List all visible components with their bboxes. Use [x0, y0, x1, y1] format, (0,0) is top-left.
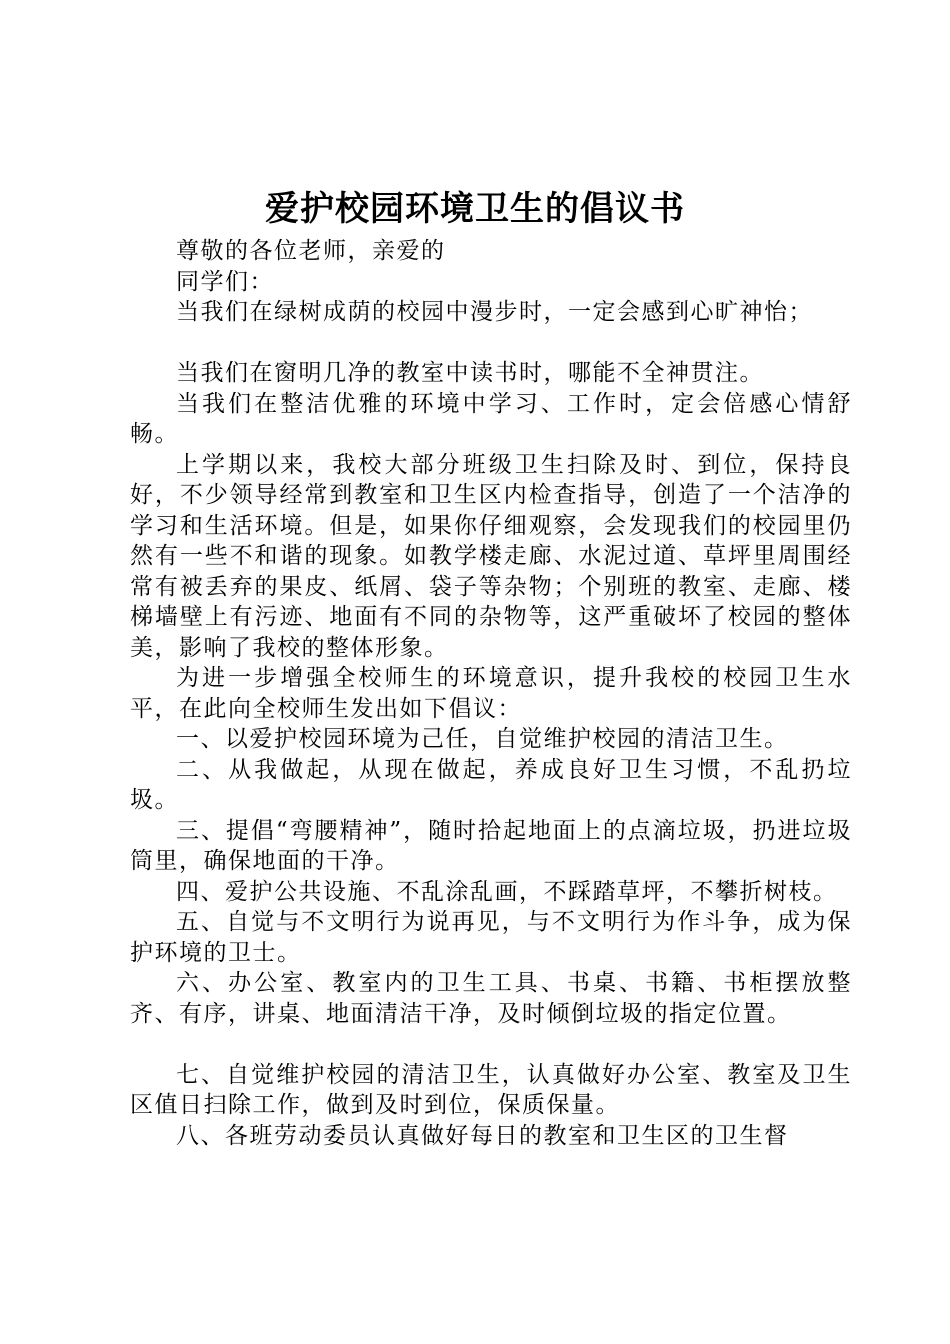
paragraph-3: 当我们在整洁优雅的环境中学习、工作时，定会倍感心情舒畅。 — [130, 390, 852, 447]
proposal-item-4: 四、爱护公共设施、不乱涂乱画，不踩踏草坪，不攀折树枝。 — [176, 878, 838, 905]
salutation-line-1: 尊敬的各位老师，亲爱的 — [176, 238, 446, 264]
salutation-line-2: 同学们： — [176, 268, 274, 295]
document-body — [130, 236, 852, 1151]
paragraph-1: 当我们在绿树成荫的校园中漫步时，一定会感到心旷神怡； — [176, 299, 813, 325]
paragraph-5: 为进一步增强全校师生的环境意识，提升我校的校园卫生水平，在此向全校师生发出如下倡议： — [130, 665, 852, 722]
paragraph-2: 当我们在窗明几净的教室中读书时，哪能不全神贯注。 — [176, 360, 764, 386]
proposal-item-6: 六、办公室、教室内的卫生工具、书桌、书籍、书柜摆放整齐、有序，讲桌、地面清洁干净，及时倾倒垃圾的指定位置。 — [130, 970, 852, 1027]
proposal-item-3: 三、提倡“弯腰精神”，随时拾起地面上的点滴垃圾，扔进垃圾筒里，确保地面的干净。 — [130, 817, 852, 874]
proposal-item-7: 七、自觉维护校园的清洁卫生，认真做好办公室、教室及卫生区值日扫除工作，做到及时到位，保质保量。 — [130, 1061, 852, 1118]
paragraph-4: 上学期以来，我校大部分班级卫生扫除及时、到位，保持良好，不少领导经常到教室和卫生区内检查指导，创造了一个洁净的学习和生活环境。但是，如果你仔细观察，会发现我们的校园里仍然有一些不和谐的现象。如教学楼走廊、水泥过道、草坪里周围经常有被丢弃的果皮、纸屑、袋子等杂物；个别班的教室、走廊、楼梯墙壁上有污迹、地面有不同的杂物等，这严重破坏了校园的整体美，影响了我校的整体形象。 — [130, 451, 852, 661]
proposal-item-8: 八、各班劳动委员认真做好每日的教室和卫生区的卫生督 — [176, 1122, 789, 1149]
proposal-item-2: 二、从我做起，从现在做起，养成良好卫生习惯，不乱扔垃圾。 — [130, 756, 852, 813]
proposal-item-5: 五、自觉与不文明行为说再见，与不文明行为作斗争，成为保护环境的卫士。 — [130, 909, 852, 966]
proposal-item-1: 一、以爱护校园环境为己任，自觉维护校园的清洁卫生。 — [176, 726, 789, 752]
document-title: 爱护校园环境卫生的倡议书 — [265, 189, 685, 229]
